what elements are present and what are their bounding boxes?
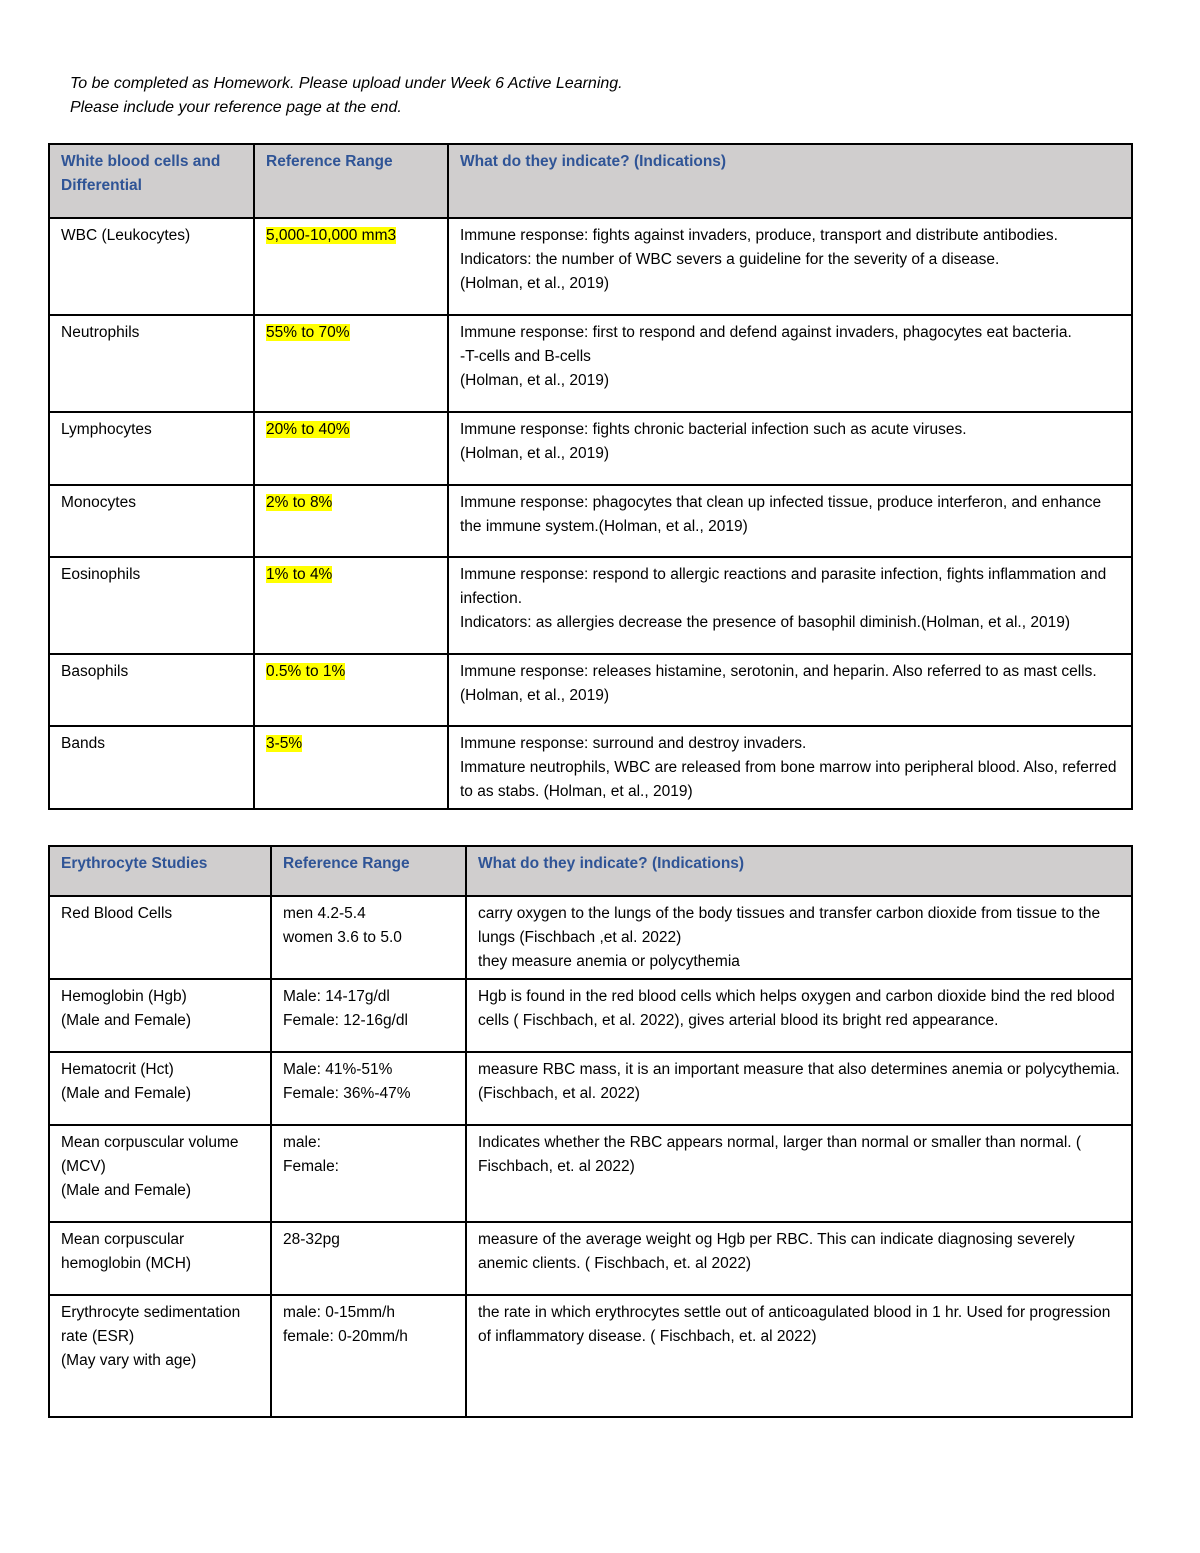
- header-cell: What do they indicate? (Indications): [448, 144, 1132, 218]
- name-line: Hemoglobin (Hgb): [61, 988, 187, 1005]
- cell-range: [271, 896, 466, 979]
- indication-line: (Holman, et al., 2019): [460, 372, 610, 389]
- cell-name: [49, 1222, 271, 1295]
- indication-line: Indicates whether the RBC appears normal, larger than normal or smaller than normal. ( Fischbach, et. al 2022): [478, 1134, 1082, 1175]
- name-line: (Male and Female): [61, 1182, 192, 1199]
- cell-name: Lymphocytes: [49, 412, 254, 485]
- range-highlight: 20% to 40%: [266, 421, 350, 438]
- indication-line: Immune response: respond to allergic reactions and parasite infection, fights inflammation and infection.: [460, 566, 1107, 607]
- range-line: 28-32pg: [283, 1231, 340, 1248]
- name-line: (May vary with age): [61, 1352, 197, 1369]
- cell-name: [49, 896, 271, 979]
- name-line: Mean corpuscular hemoglobin (MCH): [61, 1231, 192, 1272]
- cell-range: [254, 485, 448, 557]
- intro-line-1: To be completed as Homework. Please upload under Week 6 Active Learning.: [70, 75, 623, 92]
- cell-indication: [448, 654, 1132, 726]
- indication-line: (Holman, et al., 2019): [460, 275, 610, 292]
- range-line: Female: 12-16g/dl: [283, 1012, 408, 1029]
- header-cell: What do they indicate? (Indications): [466, 846, 1132, 896]
- cell-name: [49, 979, 271, 1052]
- range-line: Female:: [283, 1158, 339, 1175]
- table-row: [49, 218, 1132, 315]
- name-line: (Male and Female): [61, 1085, 192, 1102]
- cell-name: Neutrophils: [49, 315, 254, 412]
- indication-line: Immune response: fights chronic bacterial infection such as acute viruses.: [460, 421, 967, 438]
- cell-indication: [448, 485, 1132, 557]
- table-row: [49, 1052, 1132, 1125]
- cell-range: [254, 654, 448, 726]
- cell-range: [271, 1125, 466, 1222]
- indication-line: -T-cells and B-cells: [460, 348, 591, 365]
- name-line: (Male and Female): [61, 1012, 192, 1029]
- cell-indication: [466, 1052, 1132, 1125]
- range-line: Male: 41%-51%: [283, 1061, 393, 1078]
- indication-line: Immune response: fights against invaders, produce, transport and distribute antibodies.: [460, 227, 1058, 244]
- range-line: female: 0-20mm/h: [283, 1328, 408, 1345]
- indication-line: they measure anemia or polycythemia: [478, 953, 740, 970]
- range-line: Male: 14-17g/dl: [283, 988, 390, 1005]
- cell-range: [271, 1052, 466, 1125]
- indication-line: Indicators: as allergies decrease the presence of basophil diminish.(Holman, et al., 2019): [460, 614, 1070, 631]
- range-highlight: 55% to 70%: [266, 324, 350, 341]
- range-highlight: 0.5% to 1%: [266, 663, 346, 680]
- cell-indication: [448, 218, 1132, 315]
- cell-name: Eosinophils: [49, 557, 254, 654]
- table-row: [49, 1295, 1132, 1417]
- range-line: Female: 36%-47%: [283, 1085, 411, 1102]
- cell-name: Monocytes: [49, 485, 254, 557]
- cell-range: [271, 1295, 466, 1417]
- cell-indication: [448, 412, 1132, 485]
- range-line: women 3.6 to 5.0: [283, 929, 402, 946]
- table-row: [49, 979, 1132, 1052]
- indication-line: Immature neutrophils, WBC are released from bone marrow into peripheral blood. Also, referred to as stabs. (Holman, et al., 2019): [460, 759, 1117, 800]
- table-row: [49, 485, 1132, 557]
- indication-line: measure RBC mass, it is an important measure that also determines anemia or polycythemia. (Fischbach, et al. 2022): [478, 1061, 1120, 1102]
- cell-indication: [448, 726, 1132, 809]
- cell-range: [271, 979, 466, 1052]
- table-row: [49, 654, 1132, 726]
- range-line: male: 0-15mm/h: [283, 1304, 395, 1321]
- table-row: [49, 1222, 1132, 1295]
- cell-indication: [466, 1222, 1132, 1295]
- table-header-row: [49, 144, 1132, 218]
- indication-line: (Holman, et al., 2019): [460, 445, 610, 462]
- indication-line: Immune response: phagocytes that clean up infected tissue, produce interferon, and enhance the immune system.(Holman, et al., 2019): [460, 494, 1102, 535]
- indication-line: carry oxygen to the lungs of the body tissues and transfer carbon dioxide from tissue to the lungs (Fischbach ,et al. 2022): [478, 905, 1101, 946]
- table-row: [49, 1125, 1132, 1222]
- cell-range: [254, 315, 448, 412]
- range-line: men 4.2-5.4: [283, 905, 366, 922]
- cell-name: Basophils: [49, 654, 254, 726]
- indication-line: Immune response: surround and destroy invaders.: [460, 735, 807, 752]
- cell-range: [254, 412, 448, 485]
- header-cell: Reference Range: [254, 144, 448, 218]
- intro-line-2: Please include your reference page at the end.: [70, 99, 402, 116]
- name-line: Erythrocyte sedimentation rate (ESR): [61, 1304, 241, 1345]
- table-row: [49, 412, 1132, 485]
- table-row: [49, 726, 1132, 809]
- indication-line: Indicators: the number of WBC severs a guideline for the severity of a disease.: [460, 251, 1000, 268]
- table-row: [49, 896, 1132, 979]
- name-line: Mean corpuscular volume (MCV): [61, 1134, 239, 1175]
- indication-line: Immune response: releases histamine, serotonin, and heparin. Also referred to as mast cells. (Holman, et al., 2019): [460, 663, 1097, 704]
- cell-indication: [466, 1125, 1132, 1222]
- cell-name: [49, 1295, 271, 1417]
- cell-name: WBC (Leukocytes): [49, 218, 254, 315]
- intro-instructions: [70, 72, 623, 120]
- cell-range: [254, 557, 448, 654]
- cell-indication: [466, 979, 1132, 1052]
- indication-line: Immune response: first to respond and defend against invaders, phagocytes eat bacteria.: [460, 324, 1072, 341]
- header-cell: Erythrocyte Studies: [49, 846, 271, 896]
- range-highlight: 3-5%: [266, 735, 303, 752]
- range-line: male:: [283, 1134, 321, 1151]
- range-highlight: 5,000-10,000 mm3: [266, 227, 397, 244]
- name-line: Red Blood Cells: [61, 905, 173, 922]
- table-row: [49, 315, 1132, 412]
- cell-indication: [448, 315, 1132, 412]
- range-highlight: 2% to 8%: [266, 494, 333, 511]
- erythrocyte-studies-table: [48, 845, 1133, 1418]
- indication-line: Hgb is found in the red blood cells which helps oxygen and carbon dioxide bind the red blood cells ( Fischbach, et al. 2022), gives arterial blood its bright red appearance.: [478, 988, 1115, 1029]
- indication-line: the rate in which erythrocytes settle out of anticoagulated blood in 1 hr. Used for progression of inflammatory disease. ( Fischbach, et. al 2022): [478, 1304, 1111, 1345]
- cell-range: [271, 1222, 466, 1295]
- cell-indication: [466, 1295, 1132, 1417]
- cell-name: Bands: [49, 726, 254, 809]
- range-highlight: 1% to 4%: [266, 566, 333, 583]
- name-line: Hematocrit (Hct): [61, 1061, 174, 1078]
- table-row: [49, 557, 1132, 654]
- header-cell: Reference Range: [271, 846, 466, 896]
- cell-indication: [448, 557, 1132, 654]
- cell-indication: [466, 896, 1132, 979]
- table-header-row: [49, 846, 1132, 896]
- cell-name: [49, 1125, 271, 1222]
- cell-range: [254, 726, 448, 809]
- indication-line: measure of the average weight og Hgb per RBC. This can indicate diagnosing severely anemic clients. ( Fischbach, et. al 2022): [478, 1231, 1075, 1272]
- cell-range: [254, 218, 448, 315]
- white-blood-cells-table: [48, 143, 1133, 810]
- cell-name: [49, 1052, 271, 1125]
- header-cell: White blood cells and Differential: [49, 144, 254, 218]
